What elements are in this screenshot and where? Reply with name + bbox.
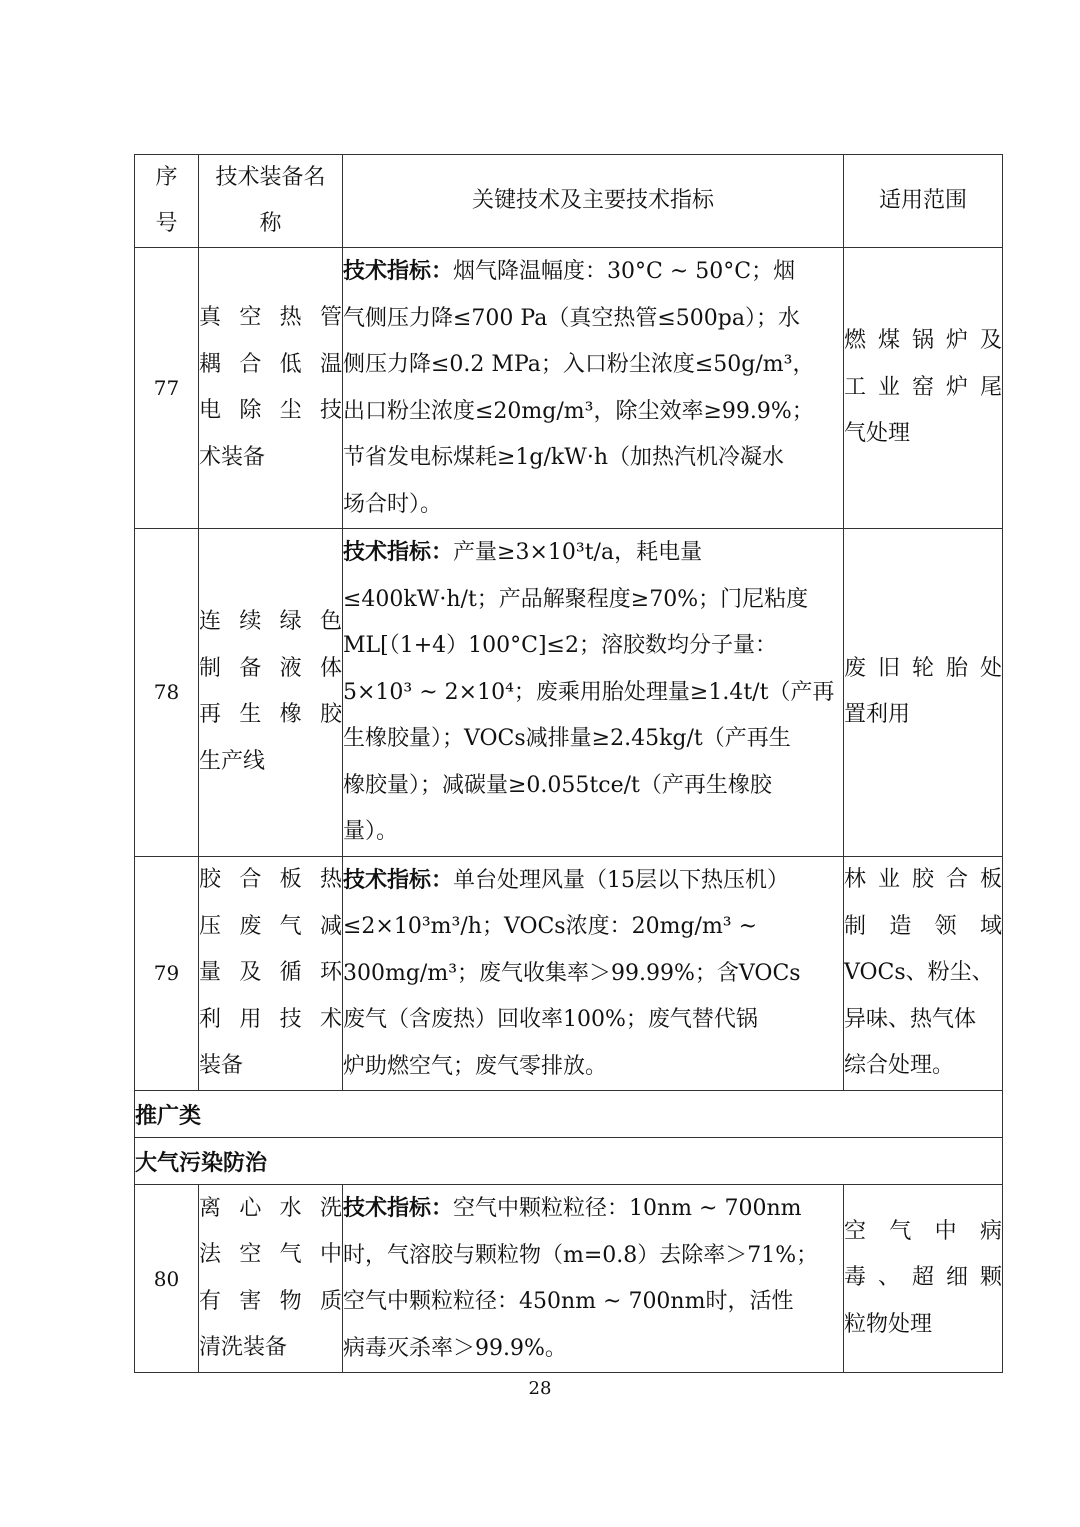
header-scope: 适用范围 [844, 155, 1003, 248]
key-line: 产量≥3×10³t/a，耗电量 [453, 540, 703, 565]
row-key-tech [343, 529, 844, 857]
key-line: 出口粉尘浓度≤20mg/m³，除尘效率≥99.9%； [343, 398, 814, 424]
row-number: 77 [135, 248, 199, 529]
table-header-row [135, 155, 1003, 248]
name-line: 连续绿色 [199, 609, 342, 635]
row-name [199, 856, 343, 1091]
name-line: 真空热管 [199, 305, 342, 330]
name-line: 生产线 [199, 748, 266, 774]
table-row [135, 856, 1003, 1091]
scope-line: 粒物处理 [844, 1311, 933, 1337]
scope-line: 气处理 [844, 421, 911, 447]
key-line: 侧压力降≤0.2 MPa；入口粉尘浓度≤50g/m³， [343, 352, 815, 377]
name-line: 法空气中 [199, 1242, 342, 1267]
key-line: 空气中颗粒粒径：450nm ~ 700nm时，活性 [343, 1289, 794, 1314]
row-name [199, 248, 343, 529]
name-line: 制备液体 [199, 655, 342, 681]
name-line: 利用技术 [199, 1006, 342, 1032]
row-scope [844, 529, 1003, 857]
name-line: 耦合低温 [199, 351, 342, 377]
key-line: 300mg/m³；废气收集率＞99.99%；含VOCs [343, 960, 801, 986]
key-line: 量）。 [343, 819, 399, 844]
row-number: 78 [135, 529, 199, 857]
row-scope [844, 248, 1003, 529]
key-line: 时，气溶胶与颗粒物（m=0.8）去除率＞71%； [343, 1242, 819, 1268]
name-line: 胶合板热 [199, 867, 342, 892]
scope-line: 异味、热气体 [844, 1006, 977, 1032]
header-name: 技术装备名称 [199, 155, 343, 248]
name-line: 再生橡胶 [199, 702, 342, 728]
key-line: 病毒灭杀率＞99.9%。 [343, 1335, 567, 1361]
key-line: 节省发电标煤耗≥1g/kW·h（加热汽机冷凝水 [343, 445, 785, 470]
row-key-tech [343, 1185, 844, 1373]
key-line: 5×10³ ~ 2×10⁴；废乘用胎处理量≥1.4t/t（产再 [343, 679, 835, 705]
table-row [135, 248, 1003, 529]
row-scope [844, 1185, 1003, 1373]
key-line: ≤400kW·h/t；产品解聚程度≥70%；门尼粘度 [343, 586, 809, 612]
scope-line: 工业窑炉尾 [844, 374, 1002, 400]
name-line: 离心水洗 [199, 1195, 342, 1221]
scope-line: 废旧轮胎处 [844, 655, 1002, 681]
name-line: 有害物质 [199, 1288, 342, 1314]
row-key-tech [343, 856, 844, 1091]
row-scope [844, 856, 1003, 1091]
indicator-label: 技术指标： [343, 539, 454, 565]
name-line: 清洗装备 [199, 1335, 288, 1360]
scope-line: 综合处理。 [844, 1053, 955, 1078]
indicator-label: 技术指标： [343, 1195, 454, 1221]
header-key: 关键技术及主要技术指标 [343, 155, 844, 248]
row-name [199, 529, 343, 857]
page-number: 28 [528, 1378, 552, 1399]
name-line: 术装备 [199, 444, 266, 470]
row-number: 79 [135, 856, 199, 1091]
technology-table [134, 154, 1003, 1373]
table-row [135, 1185, 1003, 1373]
category-air-pollution: 大气污染防治 [135, 1138, 1003, 1185]
key-line: 炉助燃空气；废气零排放。 [343, 1053, 608, 1079]
row-number: 80 [135, 1185, 199, 1373]
key-line: 生橡胶量）；VOCs减排量≥2.45kg/t（产再生 [343, 726, 791, 751]
scope-line: 置利用 [844, 702, 911, 728]
scope-line: 制造领域 [844, 913, 1002, 939]
name-line: 装备 [199, 1053, 244, 1078]
key-line: 烟气降温幅度：30°C ~ 50°C；烟 [453, 259, 796, 284]
indicator-label: 技术指标： [343, 258, 454, 284]
row-name [199, 1185, 343, 1373]
scope-line: 空气中病 [844, 1218, 1002, 1244]
key-line: 单台处理风量（15层以下热压机） [453, 867, 790, 893]
key-line: 废气（含废热）回收率100%；废气替代锅 [343, 1007, 758, 1032]
scope-line: 林业胶合板 [844, 867, 1002, 892]
category-row [135, 1138, 1003, 1185]
name-line: 电除尘技 [199, 398, 342, 423]
header-no: 序号 [135, 155, 199, 248]
key-line: ≤2×10³m³/h；VOCs浓度：20mg/m³ ~ [343, 914, 758, 939]
category-promote: 推广类 [135, 1091, 1003, 1138]
key-line: 场合时）。 [343, 491, 443, 517]
indicator-label: 技术指标： [343, 866, 454, 893]
scope-line: 燃煤锅炉及 [844, 328, 1002, 354]
name-line: 压废气减 [199, 913, 342, 939]
key-line: 橡胶量）；减碳量≥0.055tce/t（产再生橡胶 [343, 772, 772, 798]
scope-line: VOCs、粉尘、 [844, 960, 994, 985]
name-line: 量及循环 [199, 960, 342, 985]
key-line: ML[（1+4）100°C]≤2；溶胶数均分子量： [343, 633, 777, 658]
key-line: 空气中颗粒粒径：10nm ~ 700nm [453, 1196, 802, 1221]
key-line: 气侧压力降≤700 Pa（真空热管≤500pa）；水 [343, 305, 800, 331]
row-key-tech [343, 248, 844, 529]
scope-line: 毒、超细颗 [844, 1265, 1002, 1291]
table-row [135, 529, 1003, 857]
category-row [135, 1091, 1003, 1138]
